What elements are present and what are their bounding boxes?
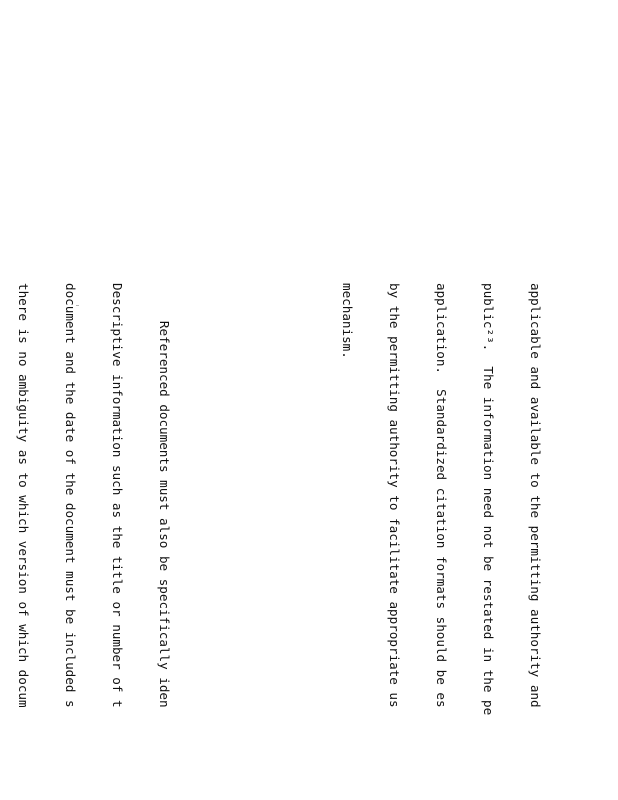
text-line: public²³. The information need not be restated in the pe — [481, 283, 497, 716]
text-line: Referenced documents must also be specifically iden — [156, 283, 172, 708]
rotated-text-body — [0, 283, 618, 800]
text-line: there is no ambiguity as to which version of which docum — [15, 283, 31, 708]
text-line: document and the date of the document must be included s — [62, 283, 78, 708]
paragraph-2 — [0, 283, 202, 800]
text-line: by the permitting authority to facilitate appropriate us — [387, 283, 403, 708]
text-line: Descriptive information such as the title or number of t — [109, 283, 125, 708]
text-line: application. Standardized citation formats should be es — [434, 283, 450, 708]
paragraph-1 — [309, 283, 573, 800]
text-line: mechanism. — [340, 283, 356, 359]
text-line: applicable and available to the permitting authority and — [528, 283, 543, 708]
paragraph-gap — [247, 283, 264, 800]
